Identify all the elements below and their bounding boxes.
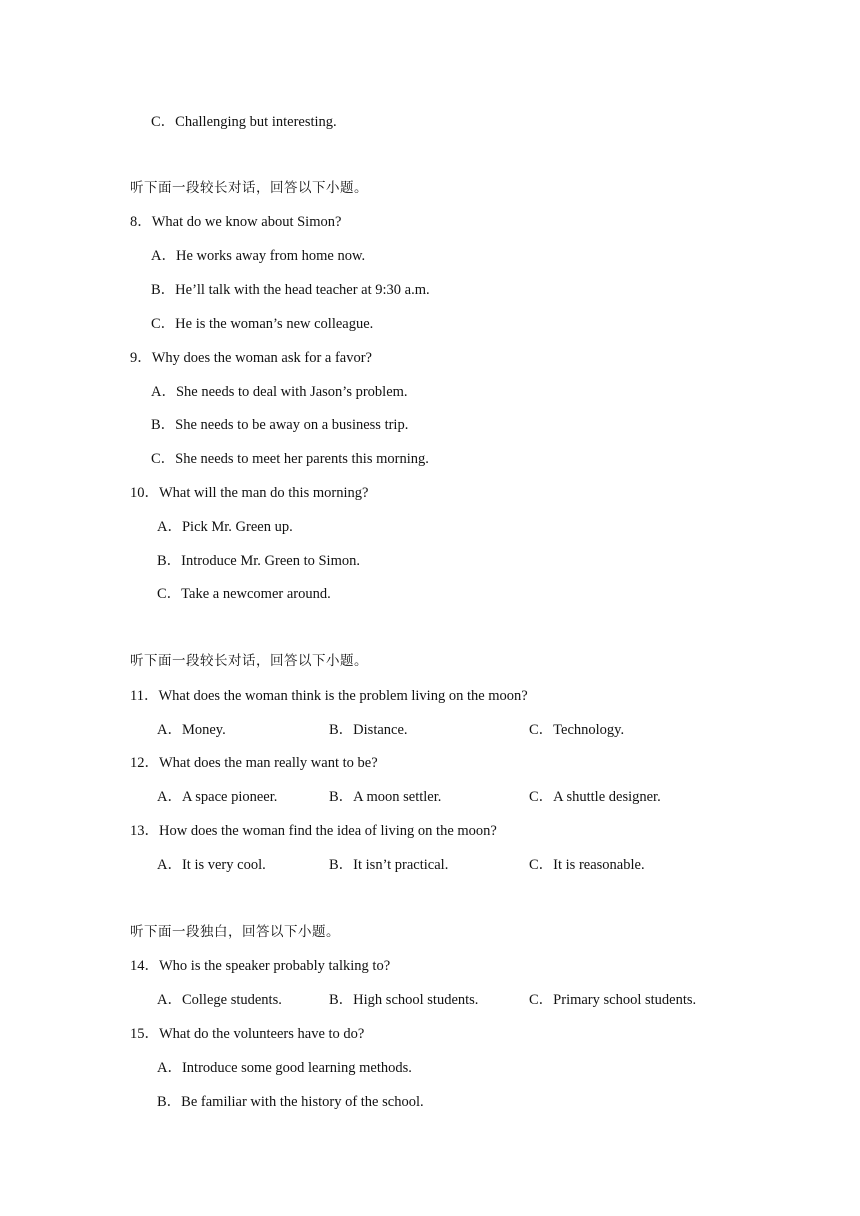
option-a: A．College students. (157, 992, 282, 1008)
question-stem: 13．How does the woman find the idea of living on the moon? (130, 823, 497, 839)
option-c: C．He is the woman’s new colleague. (151, 316, 374, 332)
option-b: B．She needs to be away on a business trip. (151, 417, 409, 433)
option-a: A．Pick Mr. Green up. (157, 519, 293, 535)
question-stem: 11．What does the woman think is the problem living on the moon? (130, 688, 528, 704)
q7-option-c: C．Challenging but interesting. (151, 114, 337, 130)
section-instruction: 听下面一段独白，回答以下小题。 (130, 924, 340, 940)
option-a: A．Money. (157, 722, 226, 738)
option-a: A．She needs to deal with Jason’s problem. (151, 384, 408, 400)
option-a: A．He works away from home now. (151, 248, 366, 264)
option-b: B．He’ll talk with the head teacher at 9:30 a.m. (151, 282, 430, 298)
question-stem: 8．What do we know about Simon? (130, 214, 342, 230)
option-c: C．A shuttle designer. (529, 789, 661, 805)
option-b: B．It isn’t practical. (329, 857, 449, 873)
question-stem: 14．Who is the speaker probably talking to? (130, 958, 391, 974)
option-a: A．It is very cool. (157, 857, 266, 873)
option-b: B．Distance. (329, 722, 408, 738)
question-stem: 9．Why does the woman ask for a favor? (130, 350, 372, 366)
option-c: C．Technology. (529, 722, 625, 738)
option-a: A．A space pioneer. (157, 789, 278, 805)
option-c: C．Take a newcomer around. (157, 586, 331, 602)
question-stem: 12．What does the man really want to be? (130, 755, 378, 771)
option-a: A．Introduce some good learning methods. (157, 1060, 412, 1076)
option-b: B．Introduce Mr. Green to Simon. (157, 553, 360, 569)
section-instruction: 听下面一段较长对话，回答以下小题。 (130, 653, 368, 669)
option-c: C．Primary school students. (529, 992, 697, 1008)
option-b: B．Be familiar with the history of the school. (157, 1094, 424, 1110)
question-stem: 15．What do the volunteers have to do? (130, 1026, 365, 1042)
option-b: B．A moon settler. (329, 789, 442, 805)
question-stem: 10．What will the man do this morning? (130, 485, 369, 501)
option-b: B．High school students. (329, 992, 479, 1008)
option-c: C．She needs to meet her parents this morning. (151, 451, 429, 467)
option-c: C．It is reasonable. (529, 857, 645, 873)
section-instruction: 听下面一段较长对话，回答以下小题。 (130, 180, 368, 196)
